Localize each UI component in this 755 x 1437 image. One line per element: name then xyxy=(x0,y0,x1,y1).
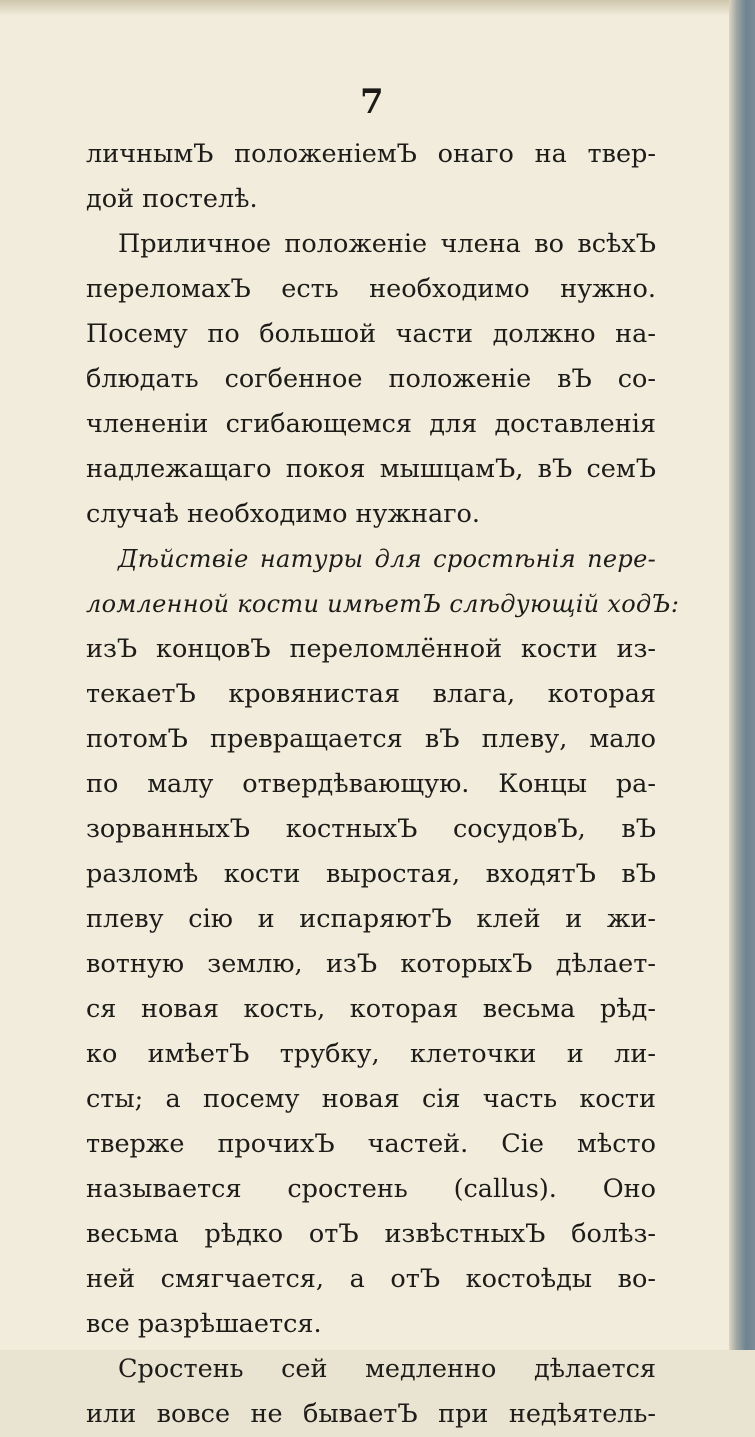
text-line: Приличное положенiе члена во всѣхЪ xyxy=(118,229,656,259)
text-line: называется сростень (callus). Оно xyxy=(86,1174,656,1204)
text-line: сты; а посему новая сiя часть кости xyxy=(86,1084,656,1114)
text-line: зорванныхЪ костныхЪ сосудовЪ, вЪ xyxy=(86,814,656,844)
text-line: все разрѣшается. xyxy=(86,1309,322,1339)
text-line: плеву сiю и испаряютЪ клей и жи- xyxy=(86,904,656,934)
body-text xyxy=(86,132,680,1437)
text-line: дой постелѣ. xyxy=(86,184,258,214)
text-line: ся новая кость, которая весьма рѣд- xyxy=(86,994,656,1024)
page-top-shadow xyxy=(0,0,755,16)
italic-text-line: ломленной кости имѣетЪ слѣдующiй ходЪ: xyxy=(86,590,680,618)
italic-text-line: Дѣйствiе натуры для сростѣнiя пере- xyxy=(118,545,656,573)
text-line: изЪ концовЪ переломлённой кости из- xyxy=(86,634,656,664)
text-line: разломѣ кости выростая, входятЪ вЪ xyxy=(86,859,656,889)
text-line: Посему по большой части должно на- xyxy=(86,319,656,349)
text-line: случаѣ необходимо нужнаго. xyxy=(86,499,481,529)
text-line: тверже прочихЪ частей. Сiе мѣсто xyxy=(86,1129,656,1159)
text-line: вотную землю, изЪ которыхЪ дѣлает- xyxy=(86,949,656,979)
text-line: весьма рѣдко отЪ извѣстныхЪ болѣз- xyxy=(86,1219,656,1249)
page-number: 7 xyxy=(360,82,384,122)
text-line: или вовсе не бываетЪ при недѣятель- xyxy=(86,1399,656,1429)
text-line: блюдать согбенное положенiе вЪ со- xyxy=(86,364,656,394)
text-line: надлежащаго покоя мышцамЪ, вЪ семЪ xyxy=(86,454,656,484)
book-edge xyxy=(729,0,755,1350)
text-line: по малу отвердѣвающую. Концы ра- xyxy=(86,769,656,799)
text-line: ко имѣетЪ трубку, клеточки и ли- xyxy=(86,1039,656,1069)
text-line: текаетЪ кровянистая влага, которая xyxy=(86,679,656,709)
text-line: члененiи сгибающемся для доставленiя xyxy=(86,409,656,439)
text-line: потомЪ превращается вЪ плеву, мало xyxy=(86,724,656,754)
text-line: ней смягчается, а отЪ костоѣды во- xyxy=(86,1264,656,1294)
text-line: Сростень сей медленно дѣлается xyxy=(118,1354,656,1384)
text-line: переломахЪ есть необходимо нужно. xyxy=(86,274,656,304)
text-line: личнымЪ положенiемЪ онаго на твер- xyxy=(86,139,656,169)
